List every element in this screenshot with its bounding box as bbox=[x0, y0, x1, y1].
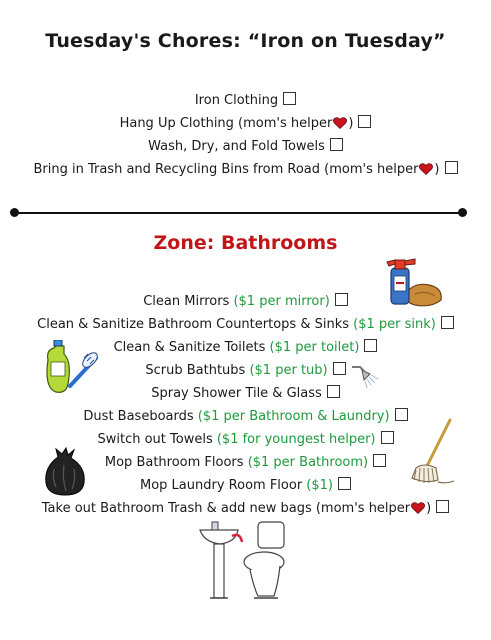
chore-pay: ($1 per Bathroom & Laundry) bbox=[197, 409, 390, 424]
mop-icon bbox=[402, 418, 460, 486]
chore-pay: ($1 for youngest helper) bbox=[216, 432, 376, 447]
chore-label: Spray Shower Tile & Glass bbox=[151, 386, 322, 401]
chore-label: Wash, Dry, and Fold Towels bbox=[148, 139, 325, 154]
chore-item bbox=[0, 313, 491, 336]
checkbox-icon[interactable] bbox=[335, 293, 348, 306]
checkbox-icon[interactable] bbox=[381, 431, 394, 444]
chore-close-paren: ) bbox=[426, 501, 432, 516]
chore-pay: ($1 per sink) bbox=[353, 317, 436, 332]
chore-pay: ($1 per toilet) bbox=[269, 340, 360, 355]
trash-bag-icon bbox=[40, 445, 90, 497]
checkbox-icon[interactable] bbox=[358, 115, 371, 128]
divider-right-dot bbox=[458, 208, 467, 217]
section-divider bbox=[14, 212, 463, 214]
checkbox-icon[interactable] bbox=[441, 316, 454, 329]
chore-item bbox=[0, 89, 491, 112]
checkbox-icon[interactable] bbox=[373, 454, 386, 467]
chore-label: Switch out Towels bbox=[97, 432, 217, 447]
chore-label: Clean Mirrors bbox=[143, 294, 234, 309]
checkbox-icon[interactable] bbox=[330, 138, 343, 151]
chore-close-paren: ) bbox=[348, 116, 354, 131]
checkbox-icon[interactable] bbox=[436, 500, 449, 513]
chore-item bbox=[0, 497, 491, 520]
chore-item bbox=[0, 112, 491, 135]
heart-icon bbox=[333, 117, 347, 129]
chore-pay: ($1 per mirror) bbox=[233, 294, 330, 309]
chore-item bbox=[0, 158, 491, 181]
heart-icon bbox=[419, 163, 433, 175]
checkbox-icon[interactable] bbox=[283, 92, 296, 105]
sink-and-toilet-icon bbox=[198, 518, 290, 602]
chore-pay: ($1 per Bathroom) bbox=[247, 455, 369, 470]
top-chore-list bbox=[0, 89, 491, 181]
cleaning-supplies-icon bbox=[40, 340, 104, 398]
chore-label: Take out Bathroom Trash & add new bags (mom's helper bbox=[41, 501, 411, 516]
shower-head-icon bbox=[350, 364, 382, 392]
chore-item bbox=[0, 135, 491, 158]
chore-label: Iron Clothing bbox=[194, 93, 279, 108]
chore-label: Scrub Bathtubs bbox=[145, 363, 250, 378]
spray-bottle-icon bbox=[385, 252, 447, 308]
chore-label: Bring in Trash and Recycling Bins from Road (mom's helper bbox=[33, 162, 419, 177]
chore-label: Hang Up Clothing (mom's helper bbox=[119, 116, 333, 131]
chore-label: Mop Laundry Room Floor bbox=[140, 478, 307, 493]
chore-pay: ($1) bbox=[306, 478, 333, 493]
chore-label: Clean & Sanitize Toilets bbox=[113, 340, 270, 355]
chore-label: Dust Baseboards bbox=[83, 409, 198, 424]
zone-title: Zone: Bathrooms bbox=[153, 232, 338, 254]
chore-close-paren: ) bbox=[434, 162, 440, 177]
chore-label: Clean & Sanitize Bathroom Countertops & Sinks bbox=[37, 317, 354, 332]
chore-pay: ($1 per tub) bbox=[249, 363, 328, 378]
heart-icon bbox=[411, 502, 425, 514]
checkbox-icon[interactable] bbox=[364, 339, 377, 352]
chore-label: Mop Bathroom Floors bbox=[104, 455, 248, 470]
checkbox-icon[interactable] bbox=[327, 385, 340, 398]
page-title: Tuesday's Chores: “Iron on Tuesday” bbox=[45, 30, 446, 52]
checkbox-icon[interactable] bbox=[338, 477, 351, 490]
checkbox-icon[interactable] bbox=[333, 362, 346, 375]
checkbox-icon[interactable] bbox=[445, 161, 458, 174]
divider-left-dot bbox=[10, 208, 19, 217]
